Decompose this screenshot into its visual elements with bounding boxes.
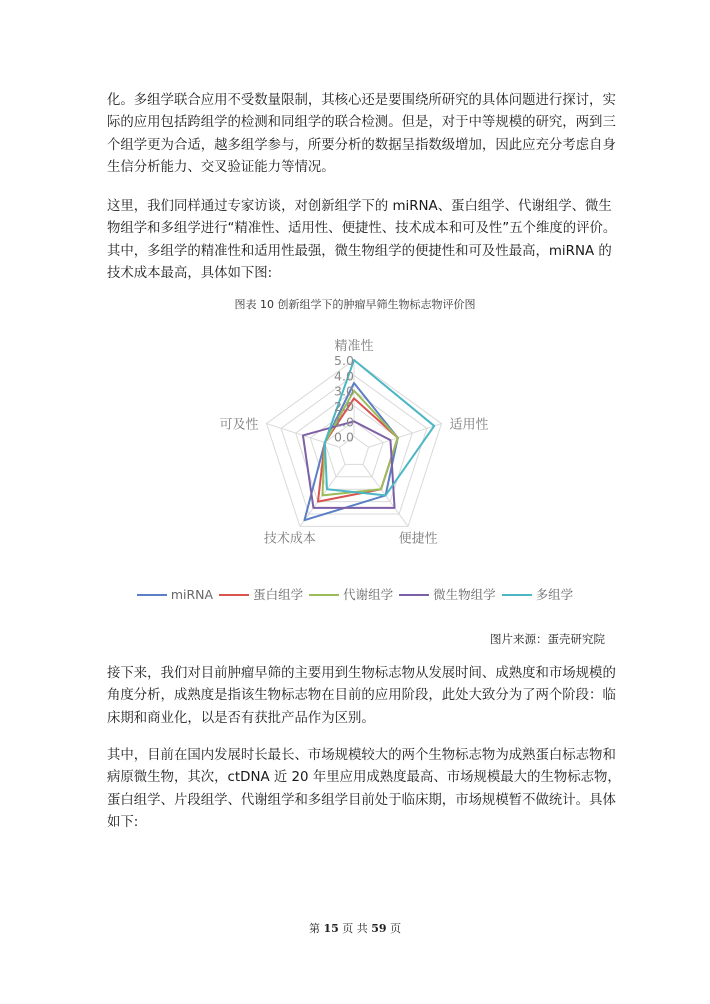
tick-label: 4.0: [334, 368, 354, 384]
legend-item: [219, 585, 303, 603]
image-source: 图片来源：蛋壳研究院: [490, 632, 605, 646]
tick-label: 0.0: [334, 429, 354, 445]
paragraph-2: [107, 196, 617, 286]
chart-legend: [0, 585, 710, 603]
text-line: 其中，多组学的精准性和适用性最强，微生物组学的便捷性和可及性最高，miRNA 的: [107, 243, 612, 259]
text-line: 蛋白组学、片段组学、代谢组学和多组学目前处于临床期，市场规模暂不做统计。具体: [107, 792, 616, 808]
paragraph-4: [107, 745, 621, 835]
text-line: 化。多组学联合应用不受数量限制，其核心还是要围绕所研究的具体问题进行探讨，实: [107, 93, 616, 108]
legend-swatch: [502, 594, 532, 596]
legend-label: 蛋白组学: [253, 587, 304, 602]
legend-swatch: [137, 594, 167, 596]
legend-swatch: [309, 594, 339, 596]
axis-label: 精准性: [334, 339, 374, 354]
footer-prefix: 第: [308, 922, 320, 935]
legend-item: [137, 587, 213, 602]
axis-label: 可及性: [219, 417, 259, 433]
text-line: 角度分析，成熟度是指该生物标志物在目前的应用阶段，此处大致分为了两个阶段：临: [107, 688, 616, 704]
text-line: 技术成本最高，具体如下图:: [107, 266, 273, 282]
legend-label: 多组学: [535, 587, 574, 602]
text-line: 际的应用包括跨组学的检测和同组学的联合检测。但是，对于中等规模的研究，两到三: [107, 115, 616, 131]
text-line: 其中，目前在国内发展时长最长、市场规模较大的两个生物标志物为成熟蛋白标志物和: [107, 748, 616, 763]
text-line: 接下来，我们对目前肿瘤早筛的主要用到生物标志物从发展时间、成熟度和市场规模的: [107, 666, 616, 681]
axis-label: 适用性: [449, 417, 489, 433]
text-line: 病原微生物，其次，ctDNA 近 20 年里应用成熟度最高、市场规模最大的生物标志物，: [107, 770, 621, 786]
paragraph-3: [107, 663, 616, 730]
text-line: 床期和商业化，以是否有获批产品作为区别。: [107, 710, 375, 726]
legend-label: 代谢组学: [343, 587, 394, 602]
tick-label: 5.0: [334, 353, 354, 368]
legend-label: 微生物组学: [433, 587, 496, 602]
paragraph-1: [107, 90, 616, 180]
radar-chart: [107, 316, 607, 584]
footer-suffix: 页: [390, 922, 402, 935]
legend-label: miRNA: [170, 587, 214, 602]
text-line: 生信分析能力、交叉验证能力等情况。: [107, 160, 335, 176]
total-page-count: 59: [371, 922, 387, 935]
text-line: 这里，我们同样通过专家访谈，对创新组学下的 miRNA、蛋白组学、代谢组学、微生: [107, 199, 612, 214]
legend-item: [309, 585, 393, 603]
legend-swatch: [219, 594, 249, 596]
figure-caption: 图表 10 创新组学下的肿瘤早筛生物标志物评价图: [234, 298, 476, 311]
tick-label: 2.0: [334, 399, 354, 414]
text-line: 物组学和多组学进行“精准性、适用性、便捷性、技术成本和可及性”五个维度的评价。: [107, 221, 617, 237]
legend-swatch: [399, 594, 429, 596]
tick-label: 1.0: [334, 414, 354, 430]
footer-mid: 页 共: [342, 922, 368, 935]
tick-label: 3.0: [334, 383, 354, 399]
current-page-number: 15: [323, 922, 339, 935]
legend-item: [399, 585, 496, 603]
text-line: 如下:: [107, 815, 139, 831]
page-footer: [0, 920, 710, 936]
legend-item: [502, 585, 574, 603]
text-line: 个组学更为合适，越多组学参与，所要分析的数据呈指数级增加，因此应充分考虑自身: [107, 137, 616, 153]
axis-label: 技术成本: [263, 531, 316, 547]
axis-label: 便捷性: [398, 531, 438, 547]
